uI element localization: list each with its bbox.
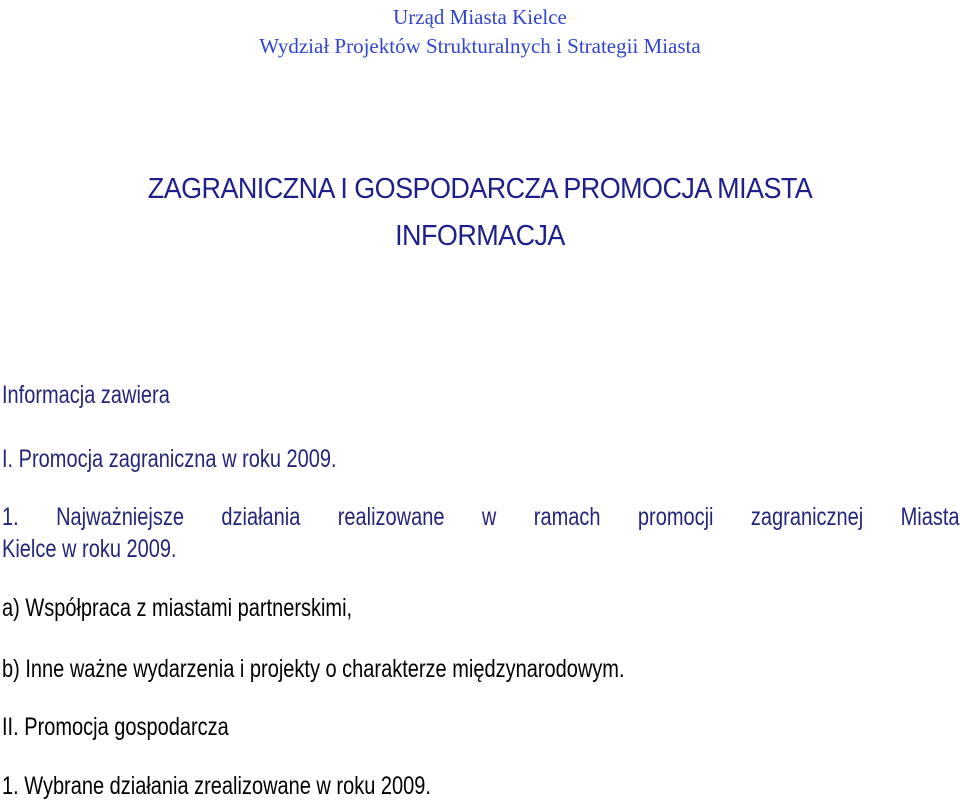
item-2: 1. Wybrane działania zrealizowane w roku 2009. [2,772,431,800]
item-b: b) Inne ważne wydarzenia i projekty o charakterze międzynarodowym. [2,655,625,683]
item-1-word: realizowane [337,503,445,531]
item-1-word: Miasta [900,503,960,531]
item-1-word: promocji [637,503,714,531]
item-a: a) Współpraca z miastami partnerskimi, [2,594,353,622]
document-subtitle: INFORMACJA [395,220,565,252]
contents-intro: Informacja zawiera [2,381,170,409]
section-2-heading: II. Promocja gospodarcza [2,713,229,741]
department-name: Wydział Projektów Strukturalnych i Strategii Miasta [259,34,701,58]
item-1-word: ramach [533,503,601,531]
document-title: ZAGRANICZNA I GOSPODARCZA PROMOCJA MIASTA [147,173,813,205]
office-name: Urząd Miasta Kielce [393,5,567,29]
item-1-word: Najważniejsze [56,503,184,531]
section-1-heading: I. Promocja zagraniczna w roku 2009. [2,445,337,473]
item-1-line-2: Kielce w roku 2009. [2,535,177,563]
item-1-line-1 [2,502,960,532]
item-1-word: zagranicznej [750,503,864,531]
item-1-word: działania [221,503,301,531]
item-1-word: 1. [2,503,19,531]
item-1-word: w [481,503,497,531]
